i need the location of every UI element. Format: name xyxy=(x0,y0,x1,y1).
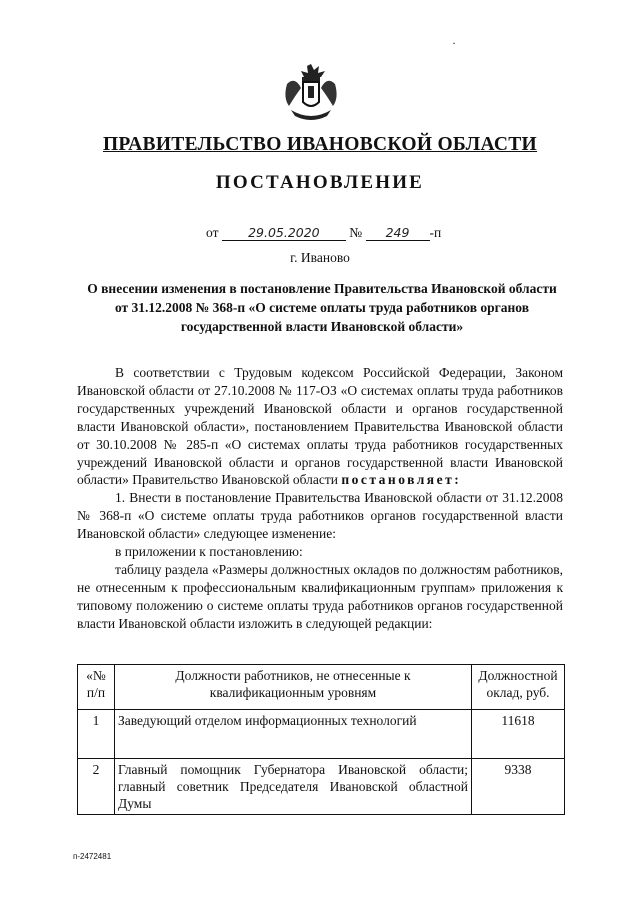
table-row xyxy=(78,759,565,815)
item-1-paragraph: 1. Внести в постановление Правительства Ивановской области от 31.12.2008 № 368-п «О системе оплаты труда работников органов государственной власти Ивановской области» следующее изменение: xyxy=(77,490,563,542)
number-suffix: -п xyxy=(429,225,442,240)
document-number: 249 xyxy=(366,225,430,241)
preamble-text: В соответствии с Трудовым кодексом Российской Федерации, Законом Ивановской области от 27.10.2008 № 117-ОЗ «О системах оплаты труда работников государственных учреждений Ивановской области и органов государственной власти Ивановской области», постановлением Правительства Ивановской области от 30.10.2008 № 285-п «О системах оплаты труда работников государственных учреждений Ивановской области и органов государственной власти Ивановской области» Правительство Ивановской области xyxy=(77,365,563,488)
footer-code: п-2472481 xyxy=(73,852,112,861)
preamble-paragraph xyxy=(77,364,563,489)
header-position: Должности работников, не отнесенные к квалификационным уровням xyxy=(115,665,472,710)
header-salary: Должностной оклад, руб. xyxy=(472,665,565,710)
document-type: ПОСТАНОВЛЕНИЕ xyxy=(215,172,425,193)
table-intro-paragraph: таблицу раздела «Размеры должностных окладов по должностям работников, не отнесенным к профессиональным квалификационным группам» приложения к типовому положению о системе оплаты труда работников органов государственной власти Ивановской области изложить в следующей редакции: xyxy=(77,561,563,631)
document-subject: О внесении изменения в постановление Правительства Ивановской области от 31.12.2008 № 368-п «О системе оплаты труда работников органов государственной власти Ивановской области» xyxy=(87,281,557,334)
row-number: 1 xyxy=(78,710,115,759)
row-position: Главный помощник Губернатора Ивановской области; главный советник Председателя Ивановской областной Думы xyxy=(115,759,472,815)
organization-title: ПРАВИТЕЛЬСТВО ИВАНОВСКОЙ ОБЛАСТИ xyxy=(102,134,538,155)
date-number-line xyxy=(206,225,441,241)
table-header-row xyxy=(78,665,565,710)
date-prefix: от xyxy=(206,225,219,240)
row-position: Заведующий отделом информационных технологий xyxy=(115,710,472,759)
corner-mark: · xyxy=(452,36,456,50)
city: г. Иваново xyxy=(290,250,350,265)
resolution-word: постановляет: xyxy=(341,472,462,488)
annex-paragraph: в приложении к постановлению: xyxy=(115,544,303,560)
salary-table xyxy=(77,664,565,815)
table-row xyxy=(78,710,565,759)
number-prefix: № xyxy=(349,225,363,240)
document-body xyxy=(77,364,563,633)
header-number: «№ п/п xyxy=(78,665,115,710)
coat-of-arms-icon xyxy=(281,62,341,122)
row-salary: 11618 xyxy=(472,710,565,759)
row-salary: 9338 xyxy=(472,759,565,815)
document-date: 29.05.2020 xyxy=(222,225,346,241)
row-number: 2 xyxy=(78,759,115,815)
